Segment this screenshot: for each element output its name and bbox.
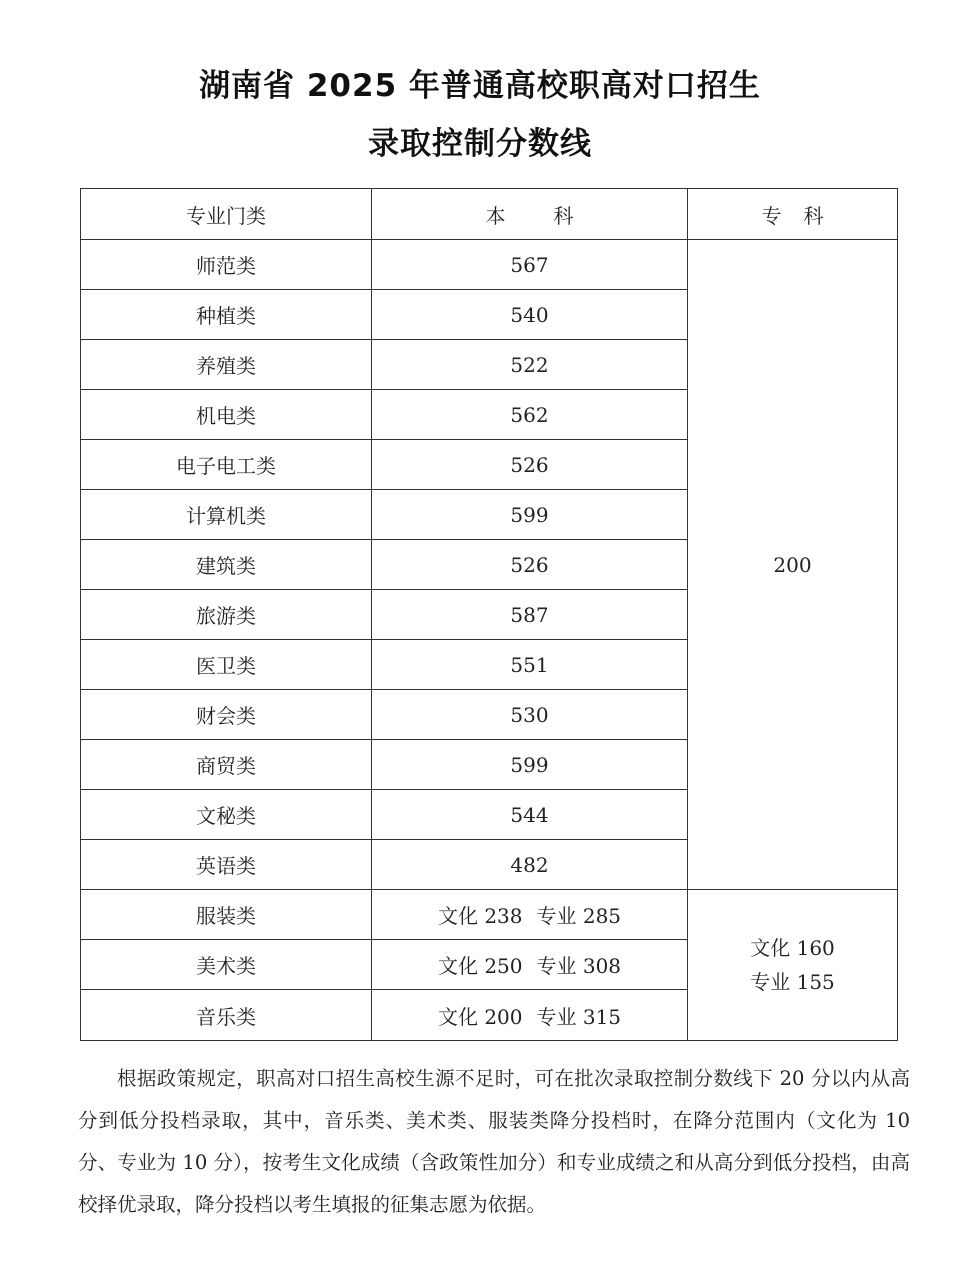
header-junior: 专 科 [688,189,898,240]
bachelor-score-cell: 526 [372,540,688,590]
bachelor-score-cell: 文化 250 专业 308 [372,940,688,990]
table-row [81,240,898,290]
category-cell: 音乐类 [81,990,372,1041]
category-cell: 旅游类 [81,590,372,640]
category-cell: 师范类 [81,240,372,290]
category-cell: 计算机类 [81,490,372,540]
category-cell: 机电类 [81,390,372,440]
bachelor-score-cell: 540 [372,290,688,340]
category-cell: 养殖类 [81,340,372,390]
header-category: 专业门类 [81,189,372,240]
bachelor-score-cell: 599 [372,490,688,540]
bachelor-score-cell: 文化 200 专业 315 [372,990,688,1041]
art-junior-major: 专业 155 [750,970,835,994]
bachelor-score-cell: 530 [372,690,688,740]
bachelor-score-cell: 587 [372,590,688,640]
bachelor-score-cell: 文化 238 专业 285 [372,890,688,940]
page-subtitle: 录取控制分数线 [368,126,592,162]
table-row [81,890,898,940]
policy-note: 根据政策规定，职高对口招生高校生源不足时，可在批次录取控制分数线下 20 分以内从高分到低分投档录取，其中，音乐类、美术类、服装类降分投档时，在降分范围内（文化为 10 分、专业为 10 分），按考生文化成绩（含政策性加分）和专业成绩之和从高分到低分投档，由高校择优录取，降分投档以考生填报的征集志愿为依据。 [78,1067,910,1216]
category-cell: 文秘类 [81,790,372,840]
table-header-row [81,189,898,240]
category-cell: 种植类 [81,290,372,340]
header-bachelor: 本 科 [372,189,688,240]
bachelor-score-cell: 522 [372,340,688,390]
bachelor-score-cell: 526 [372,440,688,490]
bachelor-score-cell: 551 [372,640,688,690]
art-junior-culture: 文化 160 [750,936,835,960]
bachelor-score-cell: 567 [372,240,688,290]
junior-score-cell: 200 [688,240,898,890]
score-table [80,188,898,1041]
category-cell: 电子电工类 [81,440,372,490]
category-cell: 建筑类 [81,540,372,590]
category-cell: 英语类 [81,840,372,890]
bachelor-score-cell: 544 [372,790,688,840]
bachelor-score-cell: 599 [372,740,688,790]
category-cell: 服装类 [81,890,372,940]
category-cell: 美术类 [81,940,372,990]
page-title: 湖南省 2025 年普通高校职高对口招生 [199,68,761,104]
category-cell: 商贸类 [81,740,372,790]
bachelor-score-cell: 482 [372,840,688,890]
art-junior-score-cell [688,890,898,1041]
category-cell: 财会类 [81,690,372,740]
category-cell: 医卫类 [81,640,372,690]
bachelor-score-cell: 562 [372,390,688,440]
